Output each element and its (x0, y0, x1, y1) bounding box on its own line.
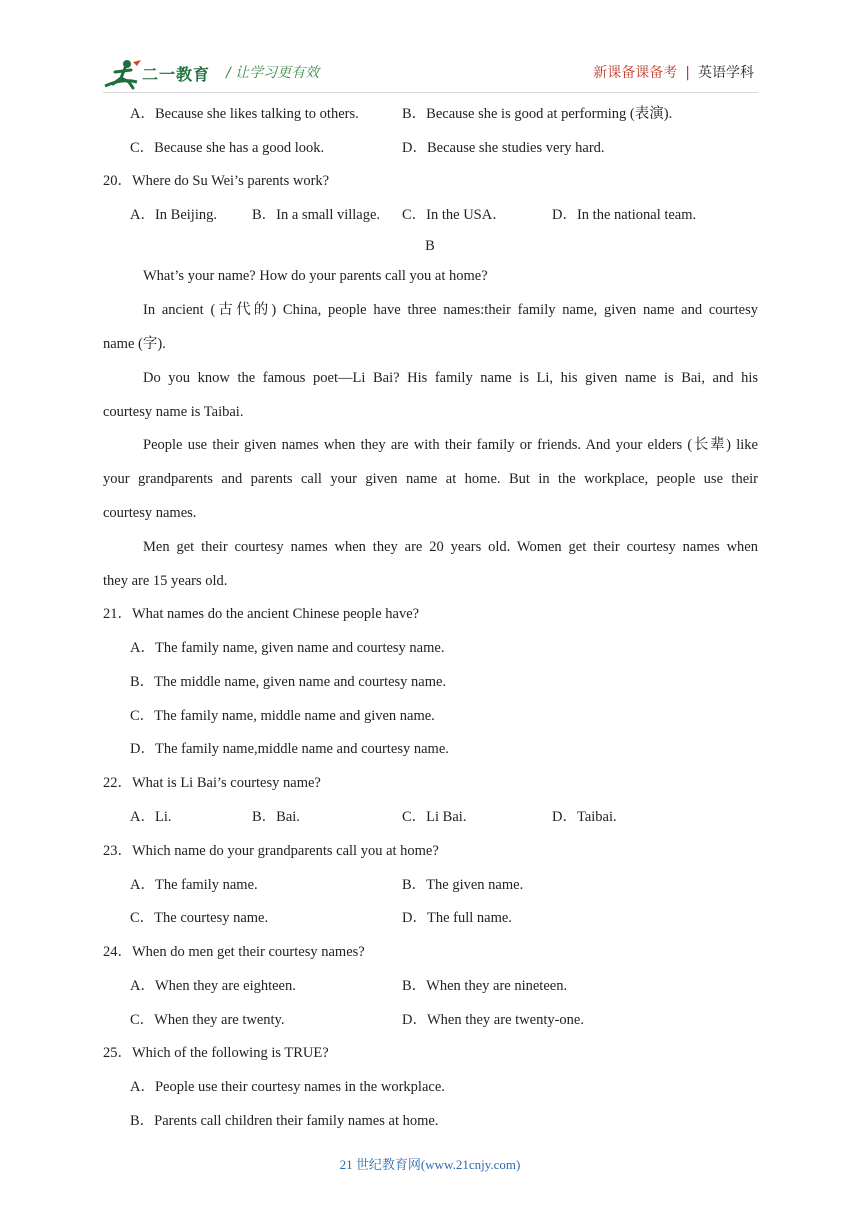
q22-option-c: C．Li Bai. (402, 809, 467, 825)
q23-option-a: A．The family name. (130, 877, 258, 893)
q20-option-b: B．In a small village. (252, 207, 381, 223)
q21-option-a: A．The family name, given name and courtesy name. (130, 640, 445, 656)
q19-option-a: A．Because she likes talking to others. (130, 106, 359, 122)
q20-option-c: C．In the USA． (402, 207, 507, 223)
logo-text: 二一教育 (142, 65, 211, 84)
q24-option-d: D．When they are twenty-one. (402, 1012, 584, 1028)
passage-label: B (425, 238, 435, 254)
passage-paragraph-4-line-1: People use their given names when they are with their family or friends. And your elders (长辈) like (143, 437, 758, 453)
q22-option-b: B．Bai. (252, 809, 300, 825)
q23-option-b: B．The given name. (402, 877, 524, 893)
passage-paragraph-3-line-2: courtesy name is Taibai. (103, 404, 244, 420)
passage-paragraph-1: What’s your name? How do your parents call you at home? (143, 268, 488, 284)
header-subject (593, 62, 754, 82)
q22-option-d: D．Taibai. (552, 809, 617, 825)
q24-question: 24．When do men get their courtesy names? (103, 944, 365, 960)
q22-question: 22．What is Li Bai’s courtesy name? (103, 775, 321, 791)
q20-option-d: D．In the national team. (552, 207, 697, 223)
passage-paragraph-4-line-3: courtesy names. (103, 505, 197, 521)
page-footer: 21 世纪教育网(www.21cnjy.com) (339, 1157, 521, 1172)
passage-paragraph-3-line-1: Do you know the famous poet—Li Bai? His family name is Li, his given name is Bai, and his (143, 370, 758, 386)
q19-option-d: D．Because she studies very hard. (402, 140, 605, 156)
q19-option-b: B．Because she is good at performing (表演). (402, 106, 673, 122)
header-separator: | (685, 65, 690, 81)
q25-option-a: A．People use their courtesy names in the workplace. (130, 1079, 445, 1095)
slogan: / 让学习更有效 (226, 65, 320, 81)
header-subject-label: 英语学科 (698, 65, 754, 81)
passage-paragraph-5-line-1: Men get their courtesy names when they are 20 years old. Women get their courtesy names when (143, 539, 758, 555)
q24-option-b: B．When they are nineteen. (402, 978, 568, 994)
header-course-label: 新课备课备考 (593, 65, 678, 81)
q19-option-c: C．Because she has a good look. (130, 140, 325, 156)
q21-question: 21．What names do the ancient Chinese people have? (103, 606, 420, 622)
passage-paragraph-2-line-2: name (字). (103, 336, 166, 352)
q24-option-a: A．When they are eighteen. (130, 978, 296, 994)
q23-option-d: D．The full name. (402, 910, 512, 926)
q21-option-c: C．The family name, middle name and given name. (130, 708, 435, 724)
q20-question: 20．Where do Su Wei’s parents work? (103, 173, 330, 189)
q25-question: 25．Which of the following is TRUE? (103, 1045, 329, 1061)
q20-option-a: A．In Beijing. (130, 207, 217, 223)
q24-option-c: C．When they are twenty. (130, 1012, 285, 1028)
q22-option-a: A．Li. (130, 809, 172, 825)
page-header (0, 0, 860, 96)
passage-paragraph-4-line-2: your grandparents and parents call your given name at home. But in the workplace, people use their (103, 471, 758, 487)
passage-paragraph-5-line-2: they are 15 years old. (103, 573, 228, 589)
q23-question: 23．Which name do your grandparents call you at home? (103, 843, 439, 859)
header-divider (103, 92, 758, 93)
q21-option-b: B．The middle name, given name and courtesy name. (130, 674, 447, 690)
q23-option-c: C．The courtesy name. (130, 910, 269, 926)
q25-option-b: B．Parents call children their family names at home. (130, 1113, 439, 1129)
passage-paragraph-2-line-1: In ancient (古代的) China, people have three names:their family name, given name and courtesy (143, 302, 758, 318)
q21-option-d: D．The family name,middle name and courtesy name. (130, 741, 449, 757)
